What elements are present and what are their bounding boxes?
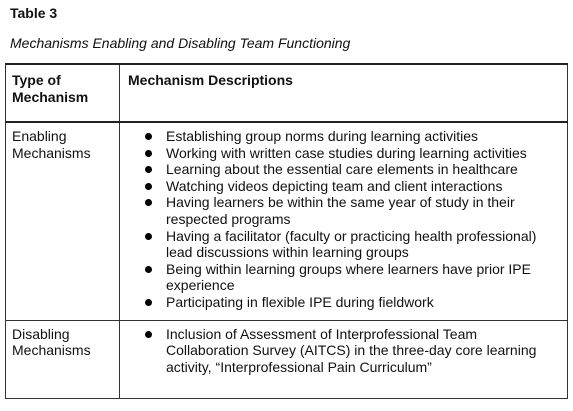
list-item: Participating in flexible IPE during fieldwork bbox=[128, 294, 567, 311]
header-type-of-mechanism: Type of Mechanism bbox=[6, 64, 120, 122]
list-item: Working with written case studies during learning activities bbox=[128, 145, 567, 162]
list-item: Watching videos depicting team and client interactions bbox=[128, 178, 567, 195]
list-item: Having learners be within the same year of study in their respected programs bbox=[128, 194, 567, 227]
table-number: Table 3 bbox=[10, 5, 58, 21]
table-row bbox=[6, 122, 568, 320]
table-header-row bbox=[6, 64, 568, 122]
list-item: Establishing group norms during learning activities bbox=[128, 128, 567, 145]
list-item: Learning about the essential care elements in healthcare bbox=[128, 161, 567, 178]
table-title: Mechanisms Enabling and Disabling Team Functioning bbox=[10, 35, 351, 51]
list-item: Being within learning groups where learners have prior IPE experience bbox=[128, 261, 567, 294]
header-mechanism-descriptions: Mechanism Descriptions bbox=[120, 64, 568, 122]
list-item: Inclusion of Assessment of Interprofessional Team Collaboration Survey (AITCS) in the three-day core learning activity, “Interprofessional Pain Curriculum” bbox=[128, 326, 567, 376]
list-item: Having a facilitator (faculty or practicing health professional) lead discussions within learning groups bbox=[128, 228, 567, 261]
row-descriptions-enabling bbox=[120, 122, 568, 320]
row-type-disabling: Disabling Mechanisms bbox=[6, 320, 120, 398]
row-descriptions-disabling bbox=[120, 320, 568, 398]
enabling-list bbox=[128, 128, 567, 311]
mechanisms-table bbox=[5, 63, 568, 399]
row-type-enabling: Enabling Mechanisms bbox=[6, 122, 120, 320]
disabling-list bbox=[128, 326, 567, 376]
table-row bbox=[6, 320, 568, 398]
